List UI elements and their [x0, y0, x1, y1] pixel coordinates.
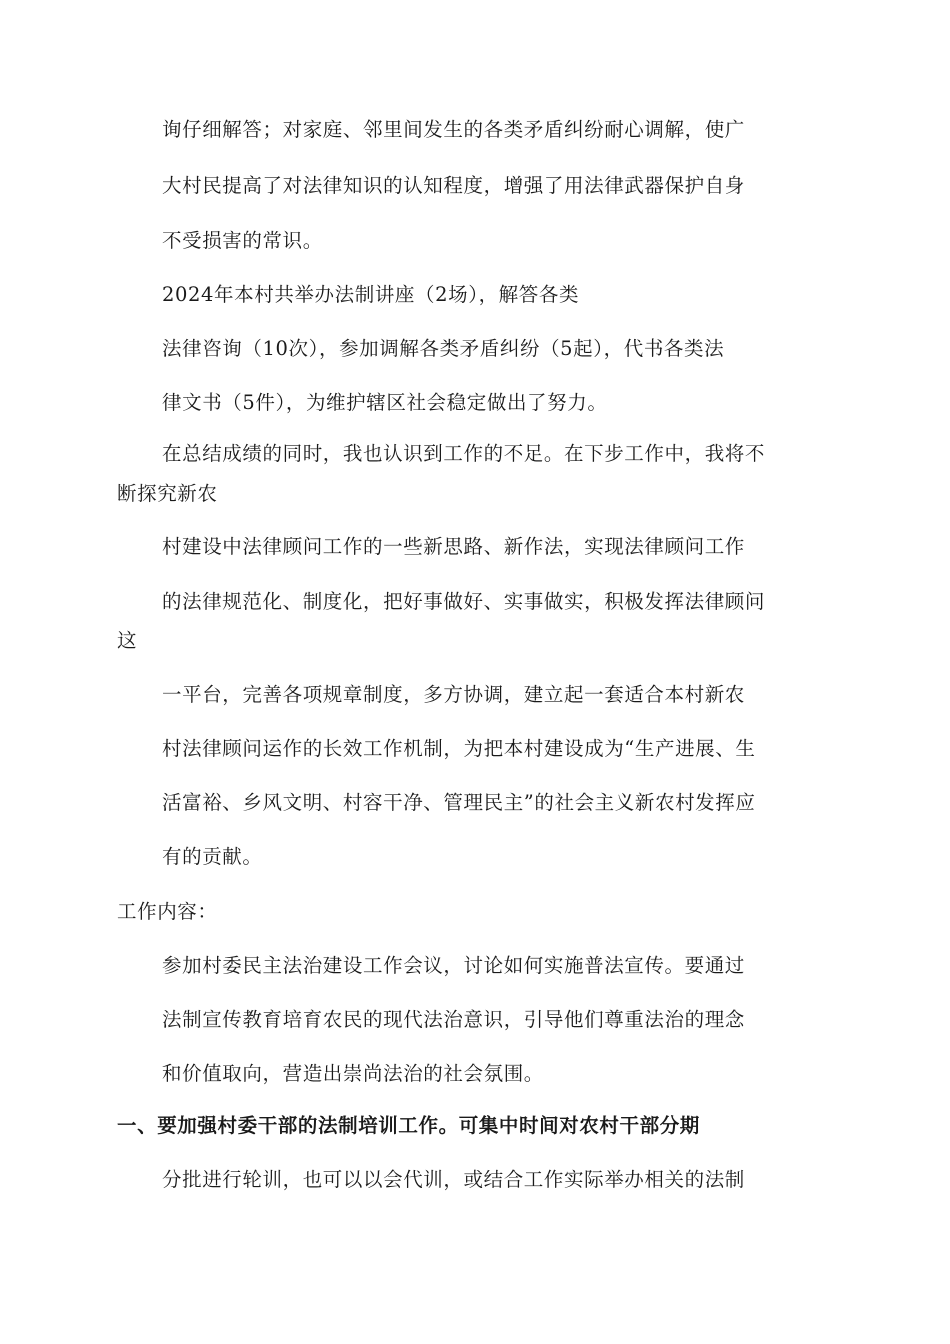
- text-line: 一平台，完善各项规章制度，多方协调，建立起一套适合本村新农: [162, 683, 745, 706]
- text-line: 村法律顾问运作的长效工作机制，为把本村建设成为“生产进展、生: [162, 737, 756, 760]
- text-line: 有的贡献。: [162, 845, 263, 868]
- text-line: 大村民提高了对法律知识的认知程度，增强了用法律武器保护自身: [162, 174, 745, 197]
- text-line: 这: [117, 629, 138, 652]
- text-line: 的法律规范化、制度化，把好事做好、实事做实，积极发挥法律顾问: [162, 590, 766, 613]
- text-line: 参加村委民主法治建设工作会议，讨论如何实施普法宣传。要通过: [162, 954, 745, 977]
- section-label: 工作内容：: [117, 900, 218, 923]
- text-line: 断探究新农: [117, 482, 218, 505]
- text-line: 活富裕、乡风文明、村容干净、管理民主”的社会主义新农村发挥应: [162, 791, 756, 814]
- text-line: 不受损害的常识。: [162, 229, 323, 252]
- text-line: 法律咨询（10次），参加调解各类矛盾纠纷（5起），代书各类法: [162, 337, 725, 360]
- text-line: 律文书（5件），为维护辖区社会稳定做出了努力。: [162, 391, 608, 414]
- text-line: 分批进行轮训，也可以以会代训，或结合工作实际举办相关的法制: [162, 1168, 745, 1191]
- section-heading: 一、要加强村委干部的法制培训工作。可集中时间对农村干部分期: [117, 1114, 700, 1137]
- text-line: 在总结成绩的同时，我也认识到工作的不足。在下步工作中，我将不: [162, 442, 766, 465]
- text-line: 和价值取向，营造出崇尚法治的社会氛围。: [162, 1062, 544, 1085]
- text-line: 村建设中法律顾问工作的一些新思路、新作法，实现法律顾问工作: [162, 535, 745, 558]
- text-line: 法制宣传教育培育农民的现代法治意识，引导他们尊重法治的理念: [162, 1008, 745, 1031]
- text-line: 2024年本村共举办法制讲座（2场），解答各类: [162, 283, 580, 306]
- text-line: 询仔细解答；对家庭、邻里间发生的各类矛盾纠纷耐心调解，使广: [162, 118, 745, 141]
